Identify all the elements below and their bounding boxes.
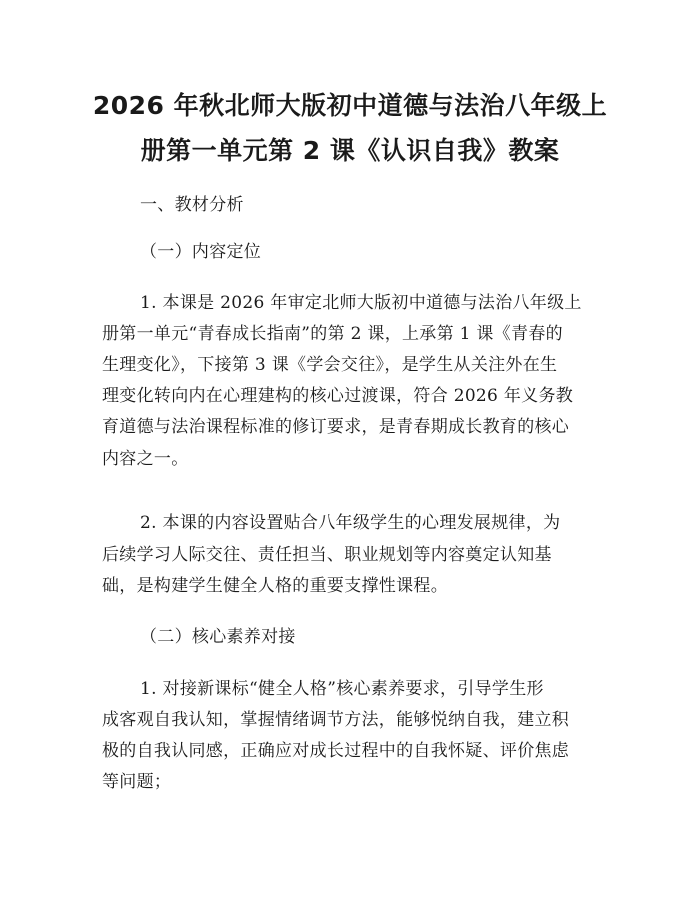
document-title-line-1: 2026 年秋北师大版初中道德与法治八年级上: [92, 91, 608, 120]
paragraph-2-line-2: 后续学习人际交往、责任担当、职业规划等内容奠定认知基: [102, 545, 552, 565]
paragraph-1-line-6: 内容之一。: [102, 449, 189, 469]
paragraph-2-line-3: 础，是构建学生健全人格的重要支撑性课程。: [102, 576, 448, 596]
subsection-heading-content-positioning: （一）内容定位: [140, 242, 262, 262]
paragraph-1-line-4: 理变化转向内在心理建构的核心过渡课，符合 2026 年义务教: [102, 386, 574, 406]
paragraph-1-line-3: 生理变化》，下接第 3 课《学会交往》，是学生从关注外在生: [102, 355, 558, 375]
document-title-line-2: 册第一单元第 2 课《认识自我》教案: [140, 136, 560, 165]
paragraph-3-line-4: 等问题；: [102, 772, 172, 792]
paragraph-1-line-1: 1. 本课是 2026 年审定北师大版初中道德与法治八年级上: [140, 293, 582, 313]
paragraph-1-line-5: 育道德与法治课程标准的修订要求，是青春期成长教育的核心: [102, 417, 570, 437]
paragraph-3-line-2: 成客观自我认知，掌握情绪调节方法，能够悦纳自我，建立积: [102, 710, 570, 730]
paragraph-1-line-2: 册第一单元“青春成长指南”的第 2 课，上承第 1 课《青春的: [102, 324, 563, 344]
paragraph-3-line-3: 极的自我认同感，正确应对成长过程中的自我怀疑、评价焦虑: [102, 741, 570, 761]
section-heading-textbook-analysis: 一、教材分析: [140, 195, 244, 215]
subsection-heading-core-competency: （二）核心素养对接: [140, 627, 296, 647]
paragraph-3-line-1: 1. 对接新课标“健全人格”核心素养要求，引导学生形: [140, 679, 544, 699]
paragraph-2-line-1: 2. 本课的内容设置贴合八年级学生的心理发展规律，为: [140, 513, 561, 533]
